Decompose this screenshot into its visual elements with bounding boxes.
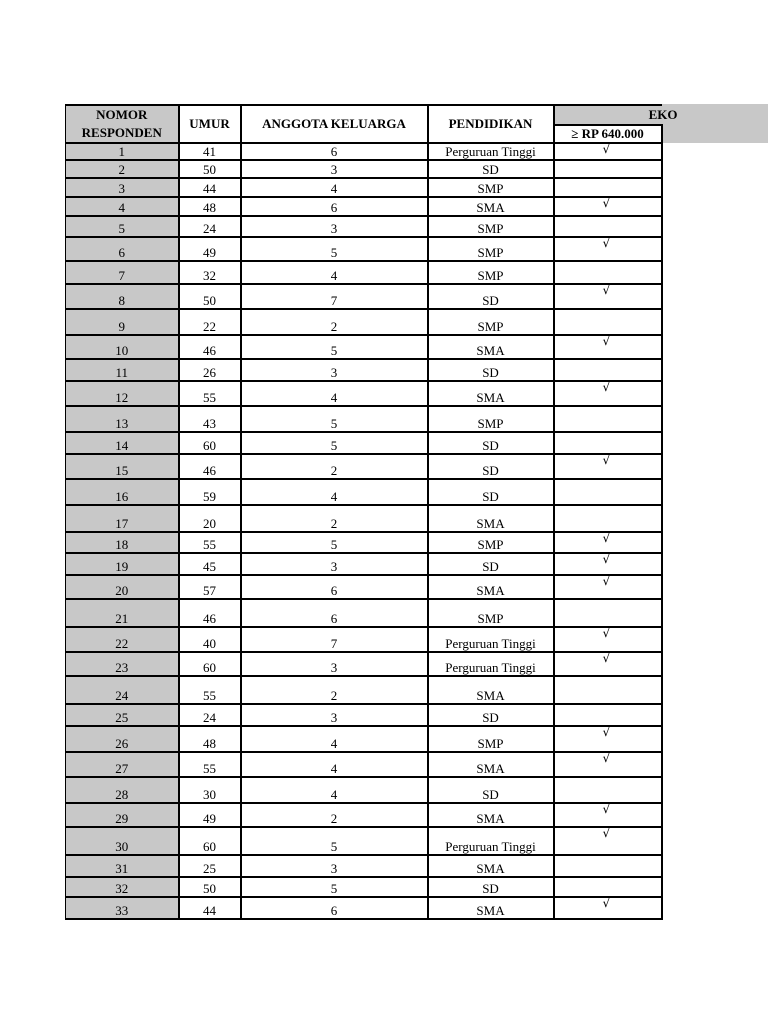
header-nomor-line2: RESPONDEN (81, 125, 162, 140)
table-row[interactable] (66, 335, 662, 359)
cell-income-check[interactable] (554, 197, 662, 216)
header-umur[interactable]: UMUR (179, 105, 241, 143)
cell-umur[interactable]: 45 (179, 553, 241, 575)
cell-umur[interactable]: 59 (179, 479, 241, 505)
cell-umur[interactable]: 48 (179, 726, 241, 752)
cell-income-check[interactable] (554, 284, 662, 309)
cell-umur[interactable]: 55 (179, 752, 241, 777)
cell-pendidikan[interactable]: SD (428, 284, 554, 309)
cell-pendidikan[interactable]: SMP (428, 178, 554, 197)
cell-anggota[interactable]: 4 (241, 178, 428, 197)
cell-umur[interactable]: 22 (179, 309, 241, 335)
cell-pendidikan[interactable]: SD (428, 479, 554, 505)
cell-anggota[interactable]: 4 (241, 261, 428, 284)
cell-pendidikan[interactable]: SD (428, 359, 554, 381)
cell-nomor[interactable]: 23 (66, 652, 179, 676)
table-row[interactable] (66, 652, 662, 676)
table-row[interactable] (66, 575, 662, 599)
cell-umur[interactable]: 24 (179, 216, 241, 237)
cell-umur[interactable]: 50 (179, 877, 241, 897)
table-row[interactable] (66, 827, 662, 855)
cell-pendidikan[interactable]: SMA (428, 335, 554, 359)
cell-nomor[interactable]: 11 (66, 359, 179, 381)
checkmark-icon: √ (602, 896, 611, 910)
cell-umur[interactable]: 44 (179, 178, 241, 197)
cell-anggota[interactable]: 3 (241, 855, 428, 877)
cell-pendidikan[interactable]: SMP (428, 406, 554, 432)
table-row[interactable] (66, 197, 662, 216)
cell-income-check[interactable] (554, 454, 662, 479)
respondent-table-sheet (65, 104, 678, 920)
cell-anggota[interactable]: 4 (241, 381, 428, 406)
table-row[interactable] (66, 777, 662, 803)
cell-pendidikan[interactable]: Perguruan Tinggi (428, 827, 554, 855)
cell-income-check[interactable] (554, 237, 662, 261)
checkmark-icon: √ (602, 574, 611, 588)
table-row[interactable] (66, 309, 662, 335)
cell-anggota[interactable]: 2 (241, 454, 428, 479)
header-pendidikan[interactable]: PENDIDIKAN (428, 105, 554, 143)
cell-pendidikan[interactable]: SMA (428, 575, 554, 599)
cell-pendidikan[interactable]: Perguruan Tinggi (428, 627, 554, 652)
table-row[interactable] (66, 381, 662, 406)
cell-umur[interactable]: 32 (179, 261, 241, 284)
cell-nomor[interactable]: 33 (66, 897, 179, 919)
table-row[interactable] (66, 803, 662, 827)
cell-nomor[interactable]: 14 (66, 432, 179, 454)
cell-umur[interactable]: 26 (179, 359, 241, 381)
cell-income-check[interactable] (554, 777, 662, 803)
cell-anggota[interactable]: 4 (241, 726, 428, 752)
cell-income-check[interactable] (554, 309, 662, 335)
cell-pendidikan[interactable]: SD (428, 432, 554, 454)
cell-nomor[interactable]: 30 (66, 827, 179, 855)
cell-anggota[interactable]: 3 (241, 704, 428, 726)
checkmark-icon: √ (602, 196, 611, 210)
cell-pendidikan[interactable]: SMA (428, 676, 554, 704)
cell-income-check[interactable] (554, 432, 662, 454)
cell-income-check[interactable] (554, 532, 662, 553)
cell-pendidikan[interactable]: SMP (428, 726, 554, 752)
cell-nomor[interactable]: 32 (66, 877, 179, 897)
cell-income-check[interactable] (554, 575, 662, 599)
cell-umur[interactable]: 49 (179, 803, 241, 827)
cell-anggota[interactable]: 7 (241, 284, 428, 309)
cell-umur[interactable]: 20 (179, 505, 241, 532)
header-nomor-line1: NOMOR (96, 107, 148, 122)
header-ekonomi[interactable] (554, 105, 678, 125)
table-row[interactable] (66, 237, 662, 261)
cell-anggota[interactable]: 5 (241, 406, 428, 432)
cell-nomor[interactable]: 31 (66, 855, 179, 877)
header-income-threshold[interactable]: ≥ RP 640.000 (554, 125, 662, 143)
cell-anggota[interactable]: 6 (241, 143, 428, 160)
cell-anggota[interactable]: 5 (241, 877, 428, 897)
cell-pendidikan[interactable]: SMA (428, 381, 554, 406)
checkmark-icon: √ (602, 142, 611, 156)
cell-nomor[interactable]: 7 (66, 261, 179, 284)
cell-anggota[interactable]: 2 (241, 803, 428, 827)
cell-umur[interactable]: 48 (179, 197, 241, 216)
cell-anggota[interactable]: 3 (241, 652, 428, 676)
cell-anggota[interactable]: 2 (241, 676, 428, 704)
cell-anggota[interactable]: 4 (241, 752, 428, 777)
cell-nomor[interactable]: 18 (66, 532, 179, 553)
cell-umur[interactable]: 57 (179, 575, 241, 599)
cell-nomor[interactable]: 22 (66, 627, 179, 652)
table-row[interactable] (66, 160, 662, 178)
cell-anggota[interactable]: 4 (241, 777, 428, 803)
cell-income-check[interactable] (554, 381, 662, 406)
table-row[interactable] (66, 726, 662, 752)
checkmark-icon: √ (602, 725, 611, 739)
table-row[interactable] (66, 359, 662, 381)
cell-nomor[interactable]: 2 (66, 160, 179, 178)
cell-income-check[interactable] (554, 178, 662, 197)
header-anggota-keluarga[interactable]: ANGGOTA KELUARGA (241, 105, 428, 143)
cell-nomor[interactable]: 5 (66, 216, 179, 237)
table-row[interactable] (66, 704, 662, 726)
cell-anggota[interactable]: 6 (241, 897, 428, 919)
cell-umur[interactable]: 55 (179, 532, 241, 553)
header-nomor-responden[interactable] (66, 105, 179, 143)
cell-umur[interactable]: 40 (179, 627, 241, 652)
cell-nomor[interactable]: 13 (66, 406, 179, 432)
cell-nomor[interactable]: 15 (66, 454, 179, 479)
checkmark-icon: √ (602, 651, 611, 665)
cell-pendidikan[interactable]: SD (428, 553, 554, 575)
cell-pendidikan[interactable]: SMA (428, 855, 554, 877)
cell-umur[interactable]: 24 (179, 704, 241, 726)
cell-nomor[interactable]: 9 (66, 309, 179, 335)
cell-pendidikan[interactable]: SMP (428, 261, 554, 284)
header-ekonomi-label: EKO (648, 107, 678, 122)
cell-income-check[interactable] (554, 676, 662, 704)
cell-anggota[interactable]: 5 (241, 432, 428, 454)
cell-umur[interactable]: 41 (179, 143, 241, 160)
checkmark-icon: √ (602, 751, 611, 765)
cell-pendidikan[interactable]: SMP (428, 216, 554, 237)
cell-anggota[interactable]: 3 (241, 553, 428, 575)
checkmark-icon: √ (602, 552, 611, 566)
cell-income-check[interactable] (554, 599, 662, 627)
cell-pendidikan[interactable]: SMA (428, 897, 554, 919)
cell-pendidikan[interactable]: SMP (428, 599, 554, 627)
cell-anggota[interactable]: 6 (241, 599, 428, 627)
cell-nomor[interactable]: 3 (66, 178, 179, 197)
table-row[interactable] (66, 752, 662, 777)
cell-nomor[interactable]: 28 (66, 777, 179, 803)
table-row[interactable] (66, 284, 662, 309)
cell-nomor[interactable]: 29 (66, 803, 179, 827)
cell-income-check[interactable] (554, 803, 662, 827)
cell-anggota[interactable]: 7 (241, 627, 428, 652)
table-row[interactable] (66, 897, 662, 919)
cell-anggota[interactable]: 5 (241, 335, 428, 359)
checkmark-icon: √ (602, 236, 611, 250)
checkmark-icon: √ (602, 380, 611, 394)
cell-income-check[interactable] (554, 855, 662, 877)
cell-income-check[interactable] (554, 261, 662, 284)
cell-anggota[interactable]: 6 (241, 197, 428, 216)
cell-nomor[interactable]: 21 (66, 599, 179, 627)
cell-pendidikan[interactable]: SMA (428, 803, 554, 827)
cell-nomor[interactable]: 26 (66, 726, 179, 752)
cell-umur[interactable]: 25 (179, 855, 241, 877)
cell-nomor[interactable]: 25 (66, 704, 179, 726)
cell-umur[interactable]: 50 (179, 284, 241, 309)
cell-umur[interactable]: 50 (179, 160, 241, 178)
cell-umur[interactable]: 49 (179, 237, 241, 261)
cell-pendidikan[interactable]: SMA (428, 197, 554, 216)
cell-pendidikan[interactable]: SMA (428, 505, 554, 532)
cell-pendidikan[interactable]: SMP (428, 532, 554, 553)
cell-income-check[interactable] (554, 143, 662, 160)
table-row[interactable] (66, 627, 662, 652)
cell-income-check[interactable] (554, 726, 662, 752)
checkmark-icon: √ (602, 531, 611, 545)
cell-umur[interactable]: 43 (179, 406, 241, 432)
cell-nomor[interactable]: 24 (66, 676, 179, 704)
cell-pendidikan[interactable]: SMA (428, 752, 554, 777)
cell-anggota[interactable]: 5 (241, 827, 428, 855)
cell-pendidikan[interactable]: SD (428, 454, 554, 479)
cell-pendidikan[interactable]: SD (428, 704, 554, 726)
cell-nomor[interactable]: 8 (66, 284, 179, 309)
cell-income-check[interactable] (554, 335, 662, 359)
cell-nomor[interactable]: 10 (66, 335, 179, 359)
cell-umur[interactable]: 55 (179, 676, 241, 704)
checkmark-icon: √ (602, 334, 611, 348)
table-row[interactable] (66, 216, 662, 237)
table-row[interactable] (66, 406, 662, 432)
cell-pendidikan[interactable]: SD (428, 777, 554, 803)
cell-anggota[interactable]: 5 (241, 532, 428, 553)
cell-umur[interactable]: 44 (179, 897, 241, 919)
cell-anggota[interactable]: 2 (241, 505, 428, 532)
cell-nomor[interactable]: 4 (66, 197, 179, 216)
respondent-table (65, 104, 678, 920)
table-row[interactable] (66, 599, 662, 627)
cell-income-check[interactable] (554, 897, 662, 919)
table-row[interactable] (66, 454, 662, 479)
cell-income-check[interactable] (554, 479, 662, 505)
table-row[interactable] (66, 479, 662, 505)
table-row[interactable] (66, 432, 662, 454)
cell-income-check[interactable] (554, 652, 662, 676)
cell-income-check[interactable] (554, 627, 662, 652)
cell-anggota[interactable]: 4 (241, 479, 428, 505)
cell-nomor[interactable]: 12 (66, 381, 179, 406)
cell-anggota[interactable]: 3 (241, 160, 428, 178)
cell-anggota[interactable]: 2 (241, 309, 428, 335)
checkmark-icon: √ (602, 826, 611, 840)
cell-pendidikan[interactable]: SD (428, 877, 554, 897)
table-row[interactable] (66, 877, 662, 897)
cell-nomor[interactable]: 27 (66, 752, 179, 777)
cell-income-check[interactable] (554, 359, 662, 381)
cell-income-check[interactable] (554, 704, 662, 726)
table-row[interactable] (66, 178, 662, 197)
cell-umur[interactable]: 30 (179, 777, 241, 803)
cell-umur[interactable]: 46 (179, 454, 241, 479)
cell-anggota[interactable]: 3 (241, 216, 428, 237)
cell-umur[interactable]: 60 (179, 432, 241, 454)
cell-umur[interactable]: 55 (179, 381, 241, 406)
cell-pendidikan[interactable]: SMP (428, 237, 554, 261)
table-row[interactable] (66, 143, 662, 160)
cell-income-check[interactable] (554, 160, 662, 178)
table-row[interactable] (66, 505, 662, 532)
cell-umur[interactable]: 46 (179, 599, 241, 627)
cell-income-check[interactable] (554, 827, 662, 855)
checkmark-icon: √ (602, 283, 611, 297)
cell-income-check[interactable] (554, 505, 662, 532)
cell-umur[interactable]: 60 (179, 827, 241, 855)
cell-income-check[interactable] (554, 553, 662, 575)
cell-anggota[interactable]: 6 (241, 575, 428, 599)
cell-income-check[interactable] (554, 877, 662, 897)
cell-pendidikan[interactable]: Perguruan Tinggi (428, 652, 554, 676)
cell-nomor[interactable]: 16 (66, 479, 179, 505)
table-row[interactable] (66, 532, 662, 553)
cell-income-check[interactable] (554, 216, 662, 237)
cell-pendidikan[interactable]: SD (428, 160, 554, 178)
cell-umur[interactable]: 46 (179, 335, 241, 359)
table-row[interactable] (66, 676, 662, 704)
cell-income-check[interactable] (554, 752, 662, 777)
cell-nomor[interactable]: 20 (66, 575, 179, 599)
table-row[interactable] (66, 553, 662, 575)
checkmark-icon: √ (602, 626, 611, 640)
cell-anggota[interactable]: 5 (241, 237, 428, 261)
cell-nomor[interactable]: 17 (66, 505, 179, 532)
table-row[interactable] (66, 261, 662, 284)
cell-income-check[interactable] (554, 406, 662, 432)
cell-anggota[interactable]: 3 (241, 359, 428, 381)
checkmark-icon: √ (602, 453, 611, 467)
cell-nomor[interactable]: 19 (66, 553, 179, 575)
cell-pendidikan[interactable]: SMP (428, 309, 554, 335)
cell-umur[interactable]: 60 (179, 652, 241, 676)
cell-nomor[interactable]: 6 (66, 237, 179, 261)
checkmark-icon: √ (602, 802, 611, 816)
table-row[interactable] (66, 855, 662, 877)
cell-nomor[interactable]: 1 (66, 143, 179, 160)
cell-pendidikan[interactable]: Perguruan Tinggi (428, 143, 554, 160)
